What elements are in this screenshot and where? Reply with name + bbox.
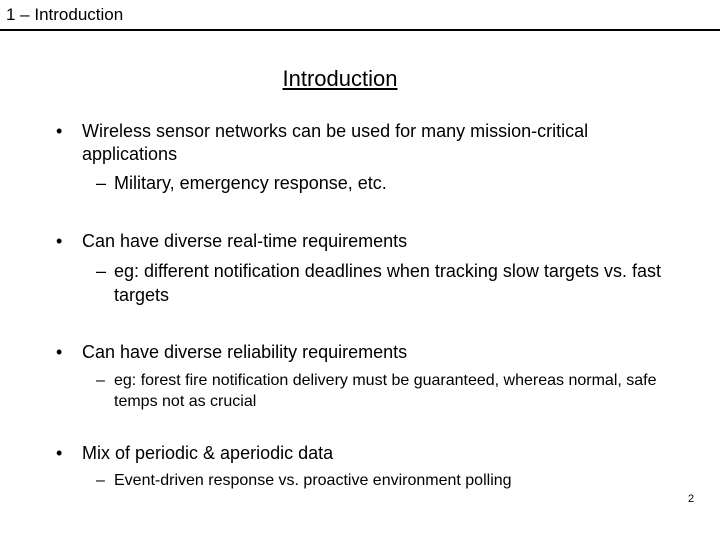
- bullet-2-sub-1-text: eg: different notification deadlines when tracking slow targets vs. fast targets: [114, 261, 661, 305]
- bullet-4: [56, 442, 676, 491]
- bullet-1-sub-1-text: Military, emergency response, etc.: [114, 173, 387, 193]
- bullet-2-text: Can have diverse real-time requirements: [82, 231, 408, 251]
- bullet-3-sub-1-text: eg: forest fire notification delivery must be guaranteed, whereas normal, safe temps not as crucial: [114, 372, 657, 410]
- page-number: 2: [688, 493, 695, 505]
- bullet-4-text: Mix of periodic & aperiodic data: [82, 443, 334, 463]
- bullet-icon: •: [56, 121, 63, 141]
- bullet-3-text-row: [56, 341, 676, 364]
- bullet-1-sub-1: [56, 171, 676, 195]
- dash-icon: –: [96, 472, 105, 489]
- slide-title-text: Introduction: [282, 66, 398, 91]
- bullet-1-text: Wireless sensor networks can be used for many mission-critical applications: [82, 121, 589, 164]
- bullet-4-text-row: [56, 442, 676, 465]
- bullet-icon: •: [56, 231, 63, 251]
- bullet-icon: •: [56, 342, 63, 362]
- bullet-1: [56, 120, 676, 195]
- bullet-4-sub-1-text: Event-driven response vs. proactive environment polling: [114, 472, 512, 489]
- slide-title: [0, 66, 680, 92]
- bullet-4-sub-1: [56, 470, 676, 491]
- bullet-1-text-row: [56, 120, 676, 166]
- bullet-2-text-row: [56, 230, 676, 253]
- dash-icon: –: [96, 261, 107, 281]
- dash-icon: –: [96, 372, 105, 389]
- slide-header: [0, 0, 720, 31]
- bullet-3: [56, 341, 676, 412]
- header-title: 1 – Introduction: [6, 5, 124, 24]
- bullet-icon: •: [56, 443, 63, 463]
- dash-icon: –: [96, 173, 107, 193]
- bullet-2-sub-1: [56, 259, 694, 307]
- bullet-3-text: Can have diverse reliability requirements: [82, 342, 408, 362]
- bullet-2: [56, 230, 676, 307]
- bullet-3-sub-1: [56, 370, 674, 412]
